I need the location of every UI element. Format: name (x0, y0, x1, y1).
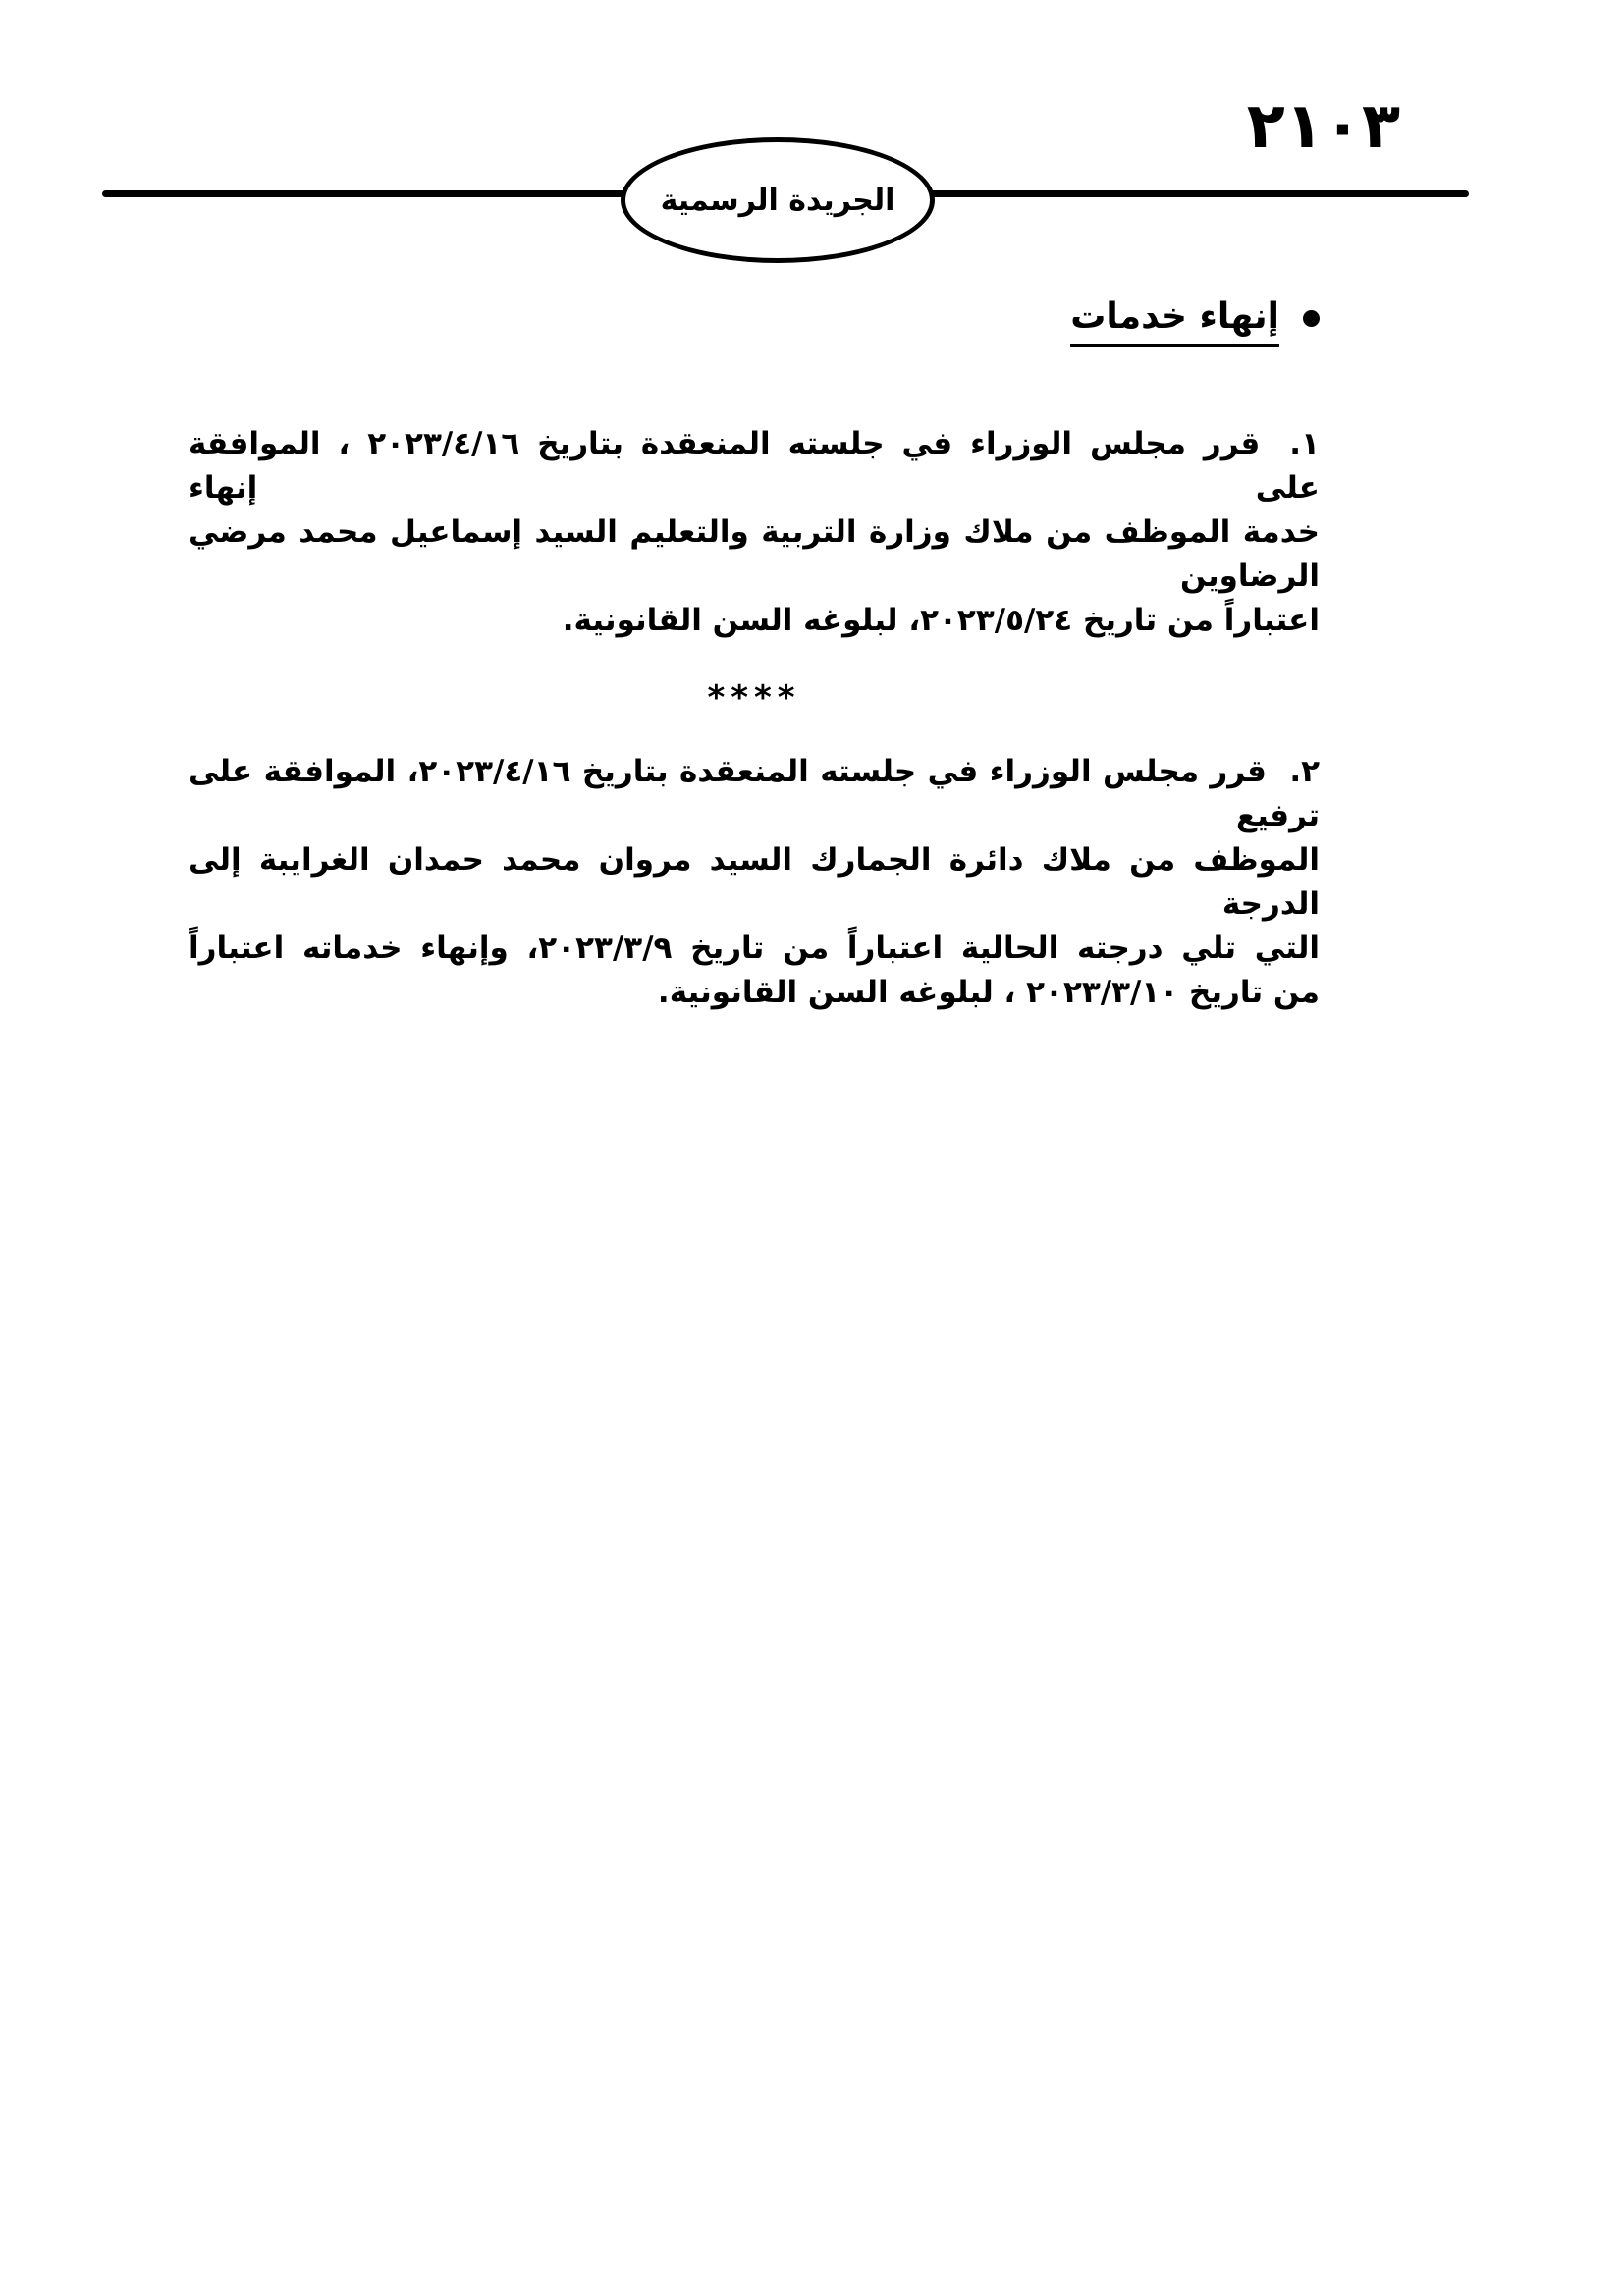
section-separator: **** (707, 678, 801, 718)
decision-line: اعتباراً من تاريخ ٢٠٢٣/٥/٢٤، لبلوغه السن القانونية. (562, 603, 1320, 638)
item-number: ١. (1289, 426, 1320, 461)
decisions-list (189, 422, 1320, 1015)
decision-line: خدمة الموظف من ملاك وزارة التربية والتعليم السيد إسماعيل محمد مرضي الرضاوين (189, 514, 1320, 594)
decision-item-1 (189, 422, 1320, 643)
gazette-title-seal (621, 137, 935, 263)
gazette-title: الجريدة الرسمية (660, 183, 895, 218)
decision-text-line: قرر مجلس الوزراء في جلسته المنعقدة بتاريخ ٢٠٢٣/٤/١٦، الموافقة على ترفيع (189, 754, 1320, 833)
section-heading (1070, 296, 1320, 347)
page-number: ٢١٠٣ (1246, 90, 1400, 163)
item-number: ٢. (1289, 754, 1321, 789)
decision-item-2 (189, 750, 1320, 1015)
decision-text-line: قرر مجلس الوزراء في جلسته المنعقدة بتاريخ ٢٠٢٣/٤/١٦ ، الموافقة على إنهاء (189, 426, 1320, 506)
decision-line (189, 422, 1320, 510)
section-title: إنهاء خدمات (1070, 296, 1279, 347)
decision-line: الموظف من ملاك دائرة الجمارك السيد مروان محمد حمدان الغرايبة إلى الدرجة (189, 842, 1320, 922)
bullet-icon (1303, 310, 1320, 327)
decision-line (189, 750, 1320, 838)
decision-line: التي تلي درجته الحالية اعتباراً من تاريخ ٢٠٢٣/٣/٩، وإنهاء خدماته اعتباراً (189, 931, 1320, 966)
decision-line: من تاريخ ٢٠٢٣/٣/١٠ ، لبلوغه السن القانونية. (657, 975, 1320, 1010)
